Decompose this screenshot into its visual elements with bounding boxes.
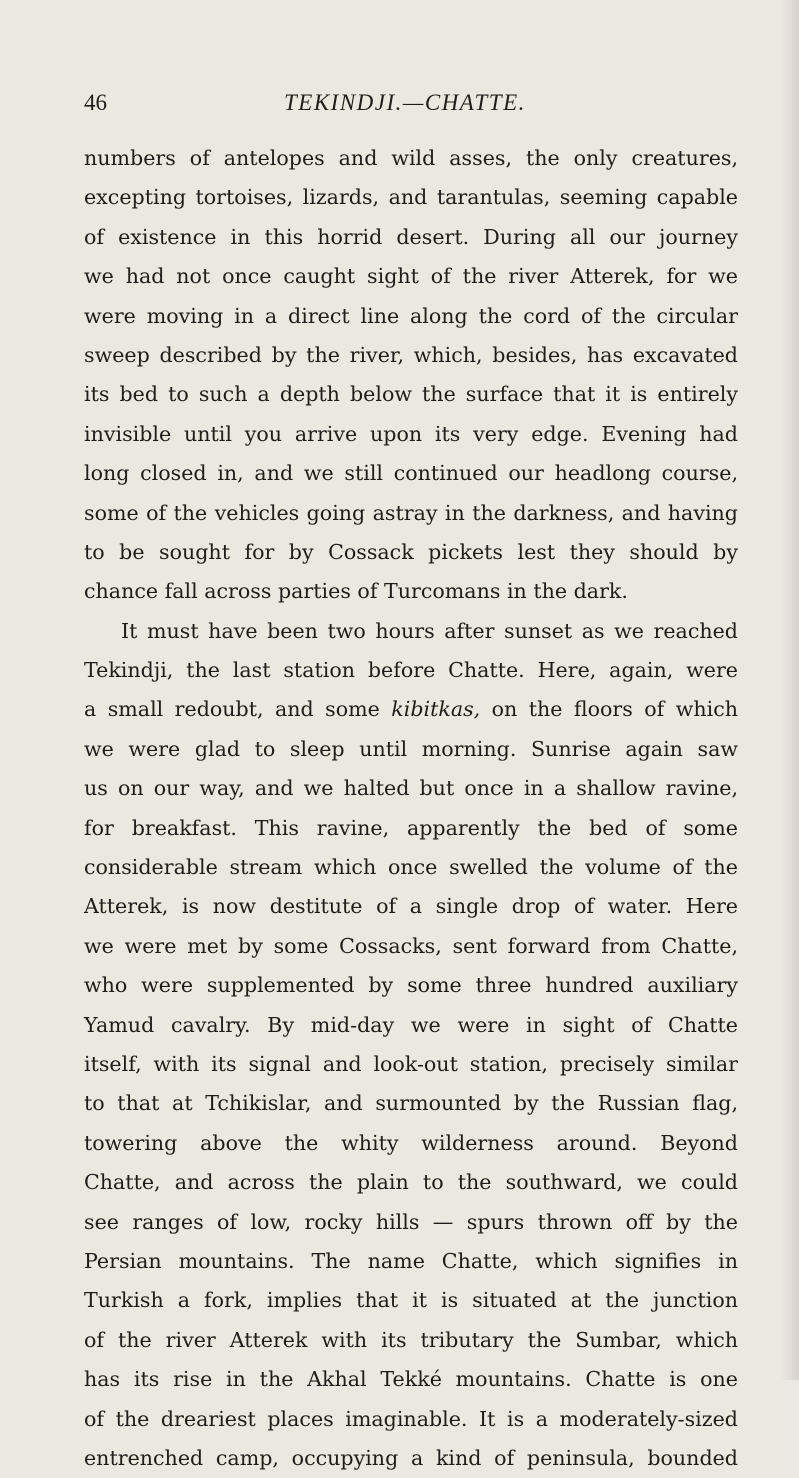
text-line: who were supplemented by some three hundred auxiliary [84, 973, 738, 998]
text-line: we were glad to sleep until morning. Sunrise again saw [84, 736, 738, 761]
body-text [84, 139, 738, 1478]
text-line: Tekindji, the last station before Chatte. Here, again, were [84, 658, 738, 683]
page-header [84, 88, 718, 118]
page-number: 46 [84, 90, 107, 115]
text-line: see ranges of low, rocky hills — spurs thrown off by the [84, 1209, 738, 1234]
text-line: It must have been two hours after sunset as we reached [121, 618, 738, 643]
text-line [84, 690, 738, 729]
text-line: were moving in a direct line along the cord of the circular [84, 303, 738, 328]
text-line: Atterek, is now destitute of a single drop of water. Here [84, 894, 738, 919]
text-line: chance fall across parties of Turcomans in the dark. [84, 579, 628, 604]
text-line: towering above the whity wilderness around. Beyond [84, 1130, 738, 1155]
italic-term: kibitkas, [391, 697, 481, 722]
text-line: Turkish a fork, implies that it is situated at the junction [84, 1288, 738, 1313]
text-segment: on the floors of which [480, 697, 738, 722]
text-line: of the dreariest places imaginable. It is a moderately-sized [84, 1406, 738, 1431]
text-line: entrenched camp, occupying a kind of peninsula, bounded [84, 1445, 738, 1470]
text-line: of existence in this horrid desert. During all our journey [84, 224, 738, 249]
text-line: to that at Tchikislar, and surmounted by the Russian flag, [84, 1091, 738, 1116]
text-line: considerable stream which once swelled the volume of the [84, 855, 738, 880]
text-line: us on our way, and we halted but once in a shallow ravine, [84, 776, 738, 801]
running-head: TEKINDJI.—CHATTE. [284, 90, 526, 115]
text-line: Chatte, and across the plain to the southward, we could [84, 1170, 738, 1195]
text-line: we had not once caught sight of the river Atterek, for we [84, 264, 738, 289]
page-edge-shadow [781, 0, 799, 1380]
text-line: long closed in, and we still continued our headlong course, [84, 461, 738, 486]
text-line: sweep described by the river, which, besides, has excavated [84, 342, 738, 367]
text-line: of the river Atterek with its tributary the Sumbar, which [84, 1327, 738, 1352]
text-line: numbers of antelopes and wild asses, the only creatures, [84, 146, 738, 170]
text-line: invisible until you arrive upon its very edge. Evening had [84, 421, 738, 446]
text-segment: a small redoubt, and some [84, 697, 392, 722]
text-line: to be sought for by Cossack pickets lest they should by [84, 539, 738, 564]
text-line: has its rise in the Akhal Tekké mountains. Chatte is one [84, 1367, 738, 1392]
text-line: excepting tortoises, lizards, and tarantulas, seeming capable [84, 185, 738, 210]
text-line: we were met by some Cossacks, sent forward from Chatte, [84, 933, 738, 958]
text-line: its bed to such a depth below the surface that it is entirely [84, 382, 738, 407]
text-line: Persian mountains. The name Chatte, which signifies in [84, 1248, 738, 1273]
text-line: Yamud cavalry. By mid-day we were in sight of Chatte [84, 1012, 738, 1037]
text-line: for breakfast. This ravine, apparently the bed of some [84, 815, 738, 840]
text-line: itself, with its signal and look-out station, precisely similar [84, 1051, 738, 1076]
text-line: some of the vehicles going astray in the darkness, and having [84, 500, 738, 525]
